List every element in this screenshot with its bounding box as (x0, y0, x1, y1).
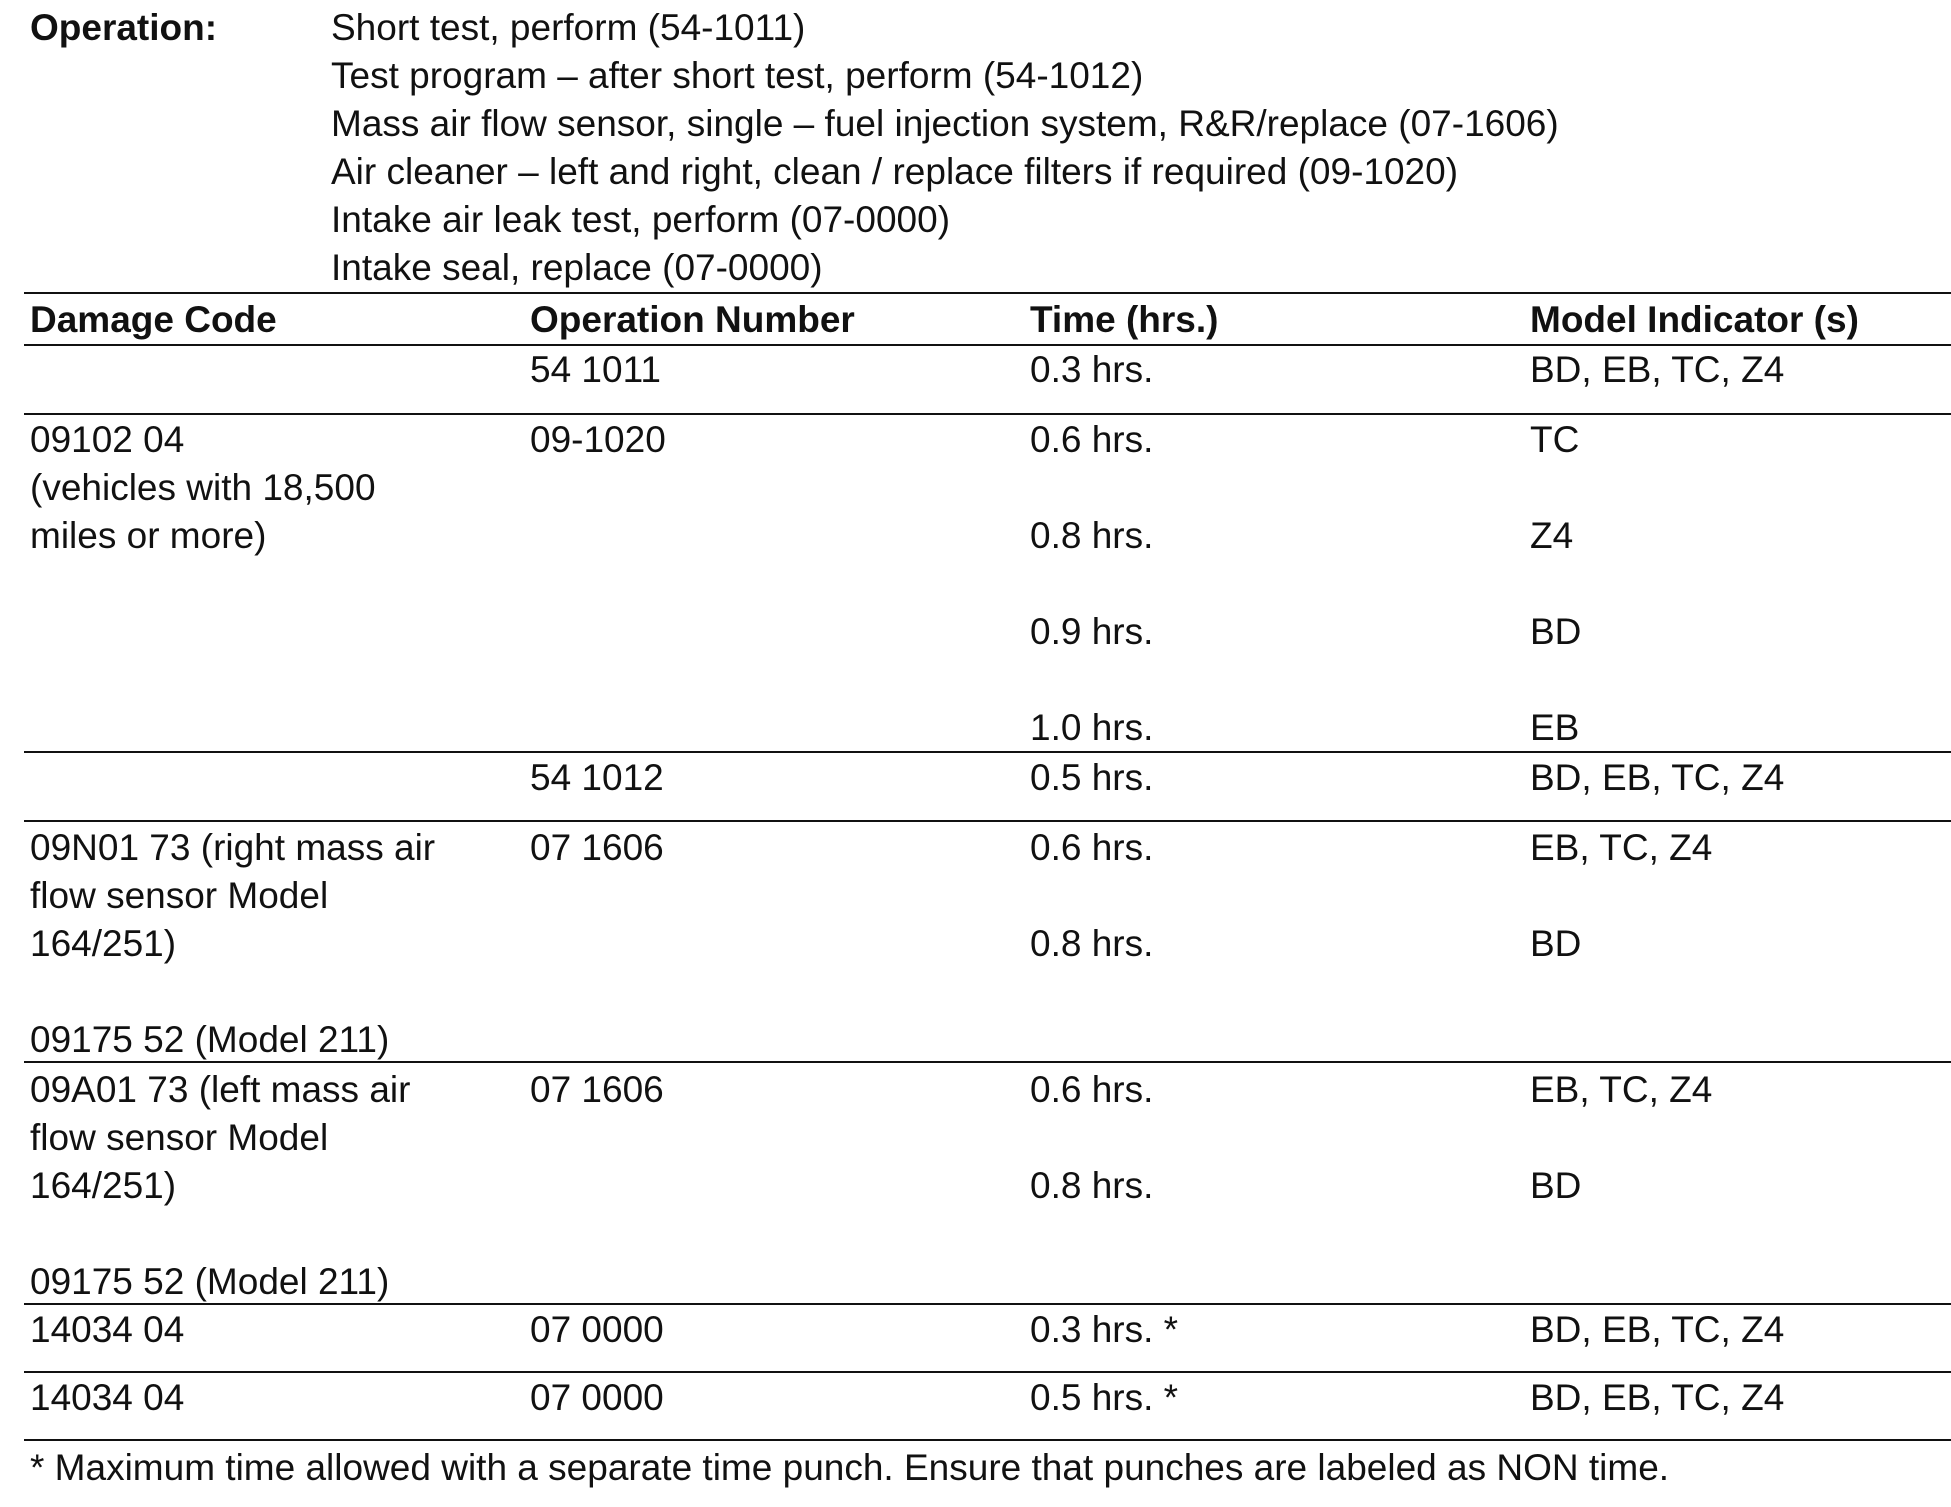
header-operation-number: Operation Number (530, 299, 855, 340)
cell-models: BD, EB, TC, Z4 (1530, 1377, 1785, 1418)
row-divider (24, 1061, 1951, 1063)
cell-damage-code: flow sensor Model (30, 875, 329, 916)
cell-damage-code: 164/251) (30, 923, 177, 964)
cell-time: 0.8 hrs. (1030, 515, 1154, 556)
header-damage-code: Damage Code (30, 299, 277, 340)
operation-line: Intake air leak test, perform (07-0000) (331, 199, 951, 240)
cell-models: Z4 (1530, 515, 1574, 556)
cell-models: TC (1530, 419, 1580, 460)
cell-time: 0.8 hrs. (1030, 923, 1154, 964)
cell-operation-number: 09-1020 (530, 419, 666, 460)
footnote: * Maximum time allowed with a separate time punch. Ensure that punches are labeled as NON time. (30, 1447, 1670, 1488)
cell-time: 0.6 hrs. (1030, 827, 1154, 868)
cell-time: 0.6 hrs. (1030, 419, 1154, 460)
cell-models: BD (1530, 923, 1582, 964)
cell-time: 0.6 hrs. (1030, 1069, 1154, 1110)
cell-time: 0.8 hrs. (1030, 1165, 1154, 1206)
cell-damage-code: 09102 04 (30, 419, 185, 460)
cell-damage-code: miles or more) (30, 515, 267, 556)
table-bottom-rule (24, 1439, 1951, 1441)
cell-damage-code: 09N01 73 (right mass air (30, 827, 436, 868)
cell-models: EB (1530, 707, 1580, 748)
cell-time: 0.5 hrs. * (1030, 1377, 1179, 1418)
cell-models: BD (1530, 611, 1582, 652)
cell-models: BD, EB, TC, Z4 (1530, 757, 1785, 798)
cell-damage-code: (vehicles with 18,500 (30, 467, 376, 508)
operation-line: Intake seal, replace (07-0000) (331, 247, 823, 288)
row-divider (24, 1371, 1951, 1373)
cell-damage-code: 14034 04 (30, 1377, 185, 1418)
cell-operation-number: 07 1606 (530, 1069, 664, 1110)
cell-time: 1.0 hrs. (1030, 707, 1154, 748)
cell-damage-code: 09175 52 (Model 211) (30, 1261, 390, 1302)
cell-damage-code: flow sensor Model (30, 1117, 329, 1158)
cell-models: BD (1530, 1165, 1582, 1206)
cell-models: EB, TC, Z4 (1530, 827, 1713, 868)
cell-models: EB, TC, Z4 (1530, 1069, 1713, 1110)
table-top-rule (24, 292, 1951, 294)
header-time: Time (hrs.) (1030, 299, 1219, 340)
row-divider (24, 751, 1951, 753)
cell-models: BD, EB, TC, Z4 (1530, 1309, 1785, 1350)
operation-line: Mass air flow sensor, single – fuel injection system, R&R/replace (07-1606) (331, 103, 1559, 144)
cell-damage-code: 164/251) (30, 1165, 177, 1206)
cell-damage-code: 09175 52 (Model 211) (30, 1019, 390, 1060)
cell-operation-number: 54 1011 (530, 349, 661, 390)
header-model-indicator: Model Indicator (s) (1530, 299, 1859, 340)
cell-operation-number: 54 1012 (530, 757, 664, 798)
cell-damage-code: 09A01 73 (left mass air (30, 1069, 411, 1110)
cell-time: 0.9 hrs. (1030, 611, 1154, 652)
cell-operation-number: 07 1606 (530, 827, 664, 868)
operation-line: Air cleaner – left and right, clean / replace filters if required (09-1020) (331, 151, 1459, 192)
operation-line: Short test, perform (54-1011) (331, 7, 806, 48)
row-divider (24, 820, 1951, 822)
cell-operation-number: 07 0000 (530, 1309, 664, 1350)
operation-line: Test program – after short test, perform (54-1012) (331, 55, 1144, 96)
cell-time: 0.3 hrs. * (1030, 1309, 1179, 1350)
operation-list (331, 4, 1559, 292)
row-divider (24, 413, 1951, 415)
cell-models: BD, EB, TC, Z4 (1530, 349, 1785, 390)
row-divider (24, 1303, 1951, 1305)
cell-time: 0.3 hrs. (1030, 349, 1154, 390)
cell-operation-number: 07 0000 (530, 1377, 664, 1418)
cell-damage-code: 14034 04 (30, 1309, 185, 1350)
operation-label: Operation: (30, 7, 218, 48)
cell-time: 0.5 hrs. (1030, 757, 1154, 798)
